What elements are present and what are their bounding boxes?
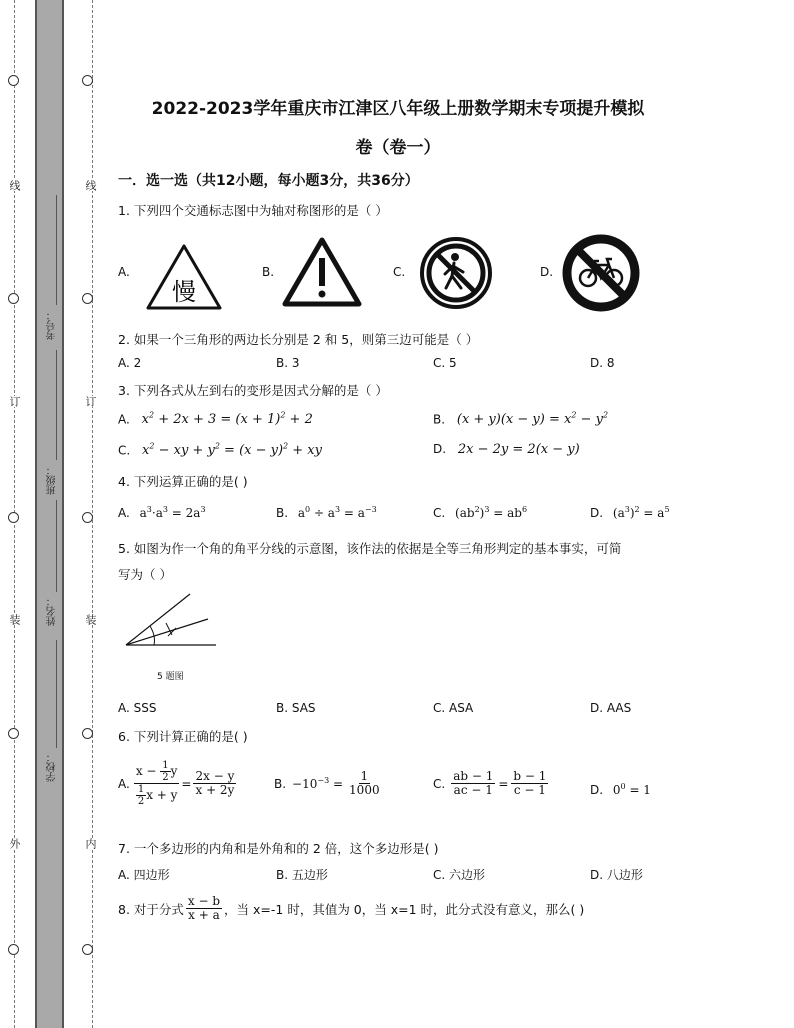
q4-formula-a: $a^3\cdot a^3 = 2a^3$ — [139, 505, 206, 520]
q6-option-b[interactable]: B. $-10^{-3}$ = $\frac{1}{1000}$ — [274, 769, 380, 798]
question-5-stem-line1: 5. 如图为作一个角的角平分线的示意图，该作法的依据是全等三角形判定的基本事实，可简 — [118, 541, 622, 556]
field-school-line[interactable] — [56, 640, 57, 748]
q7-option-d[interactable]: D. 八边形 — [590, 868, 643, 882]
q8-stem-post: ，当 x=-1 时，其值为 0，当 x=1 时，此分式没有意义，那么( ) — [224, 901, 585, 917]
q6-option-d[interactable] — [590, 782, 651, 797]
q3-formula-c: $x^2$ − xy + $y^2 = (x - y)^2$ + xy — [142, 442, 322, 459]
question-5-stem-line2: 写为（ ） — [118, 567, 172, 582]
q3-label-a: A. — [118, 412, 130, 427]
q4-option-b[interactable] — [276, 505, 377, 520]
margin-char: 线 — [84, 180, 97, 191]
q6-label-d: D. — [590, 783, 604, 797]
margin-char: 订 — [8, 396, 21, 407]
question-2-stem: 2. 如果一个三角形的两边长分别是 2 和 5，则第三边可能是（ ） — [118, 332, 479, 347]
margin-char: 外 — [8, 838, 21, 849]
question-3-stem: 3. 下列各式从左到右的变形是因式分解的是（ ） — [118, 383, 388, 398]
q6-label-a: A. — [118, 776, 130, 791]
q1-label-a: A. — [118, 265, 130, 279]
no-pedestrian-sign-icon — [419, 236, 493, 310]
q5-option-b[interactable]: B. SAS — [276, 701, 316, 715]
q4-label-c: C. — [433, 506, 446, 520]
slow-sign-icon — [144, 242, 224, 312]
q5-option-c[interactable]: C. ASA — [433, 701, 474, 715]
no-bicycle-sign-icon — [561, 233, 641, 313]
exam-title-line2: 卷（卷一） — [355, 138, 441, 158]
field-name-label: 姓名： — [47, 596, 58, 626]
section-heading: 一．选一选（共12小题，每小题3分，共36分） — [118, 173, 419, 189]
q6-formula-c-lhs: $\frac{ab - 1}{ac - 1}$ — [453, 769, 494, 798]
q4-label-b: B. — [276, 506, 289, 520]
q4-option-c[interactable] — [433, 505, 527, 520]
q5-option-d[interactable]: D. AAS — [590, 701, 632, 715]
q7-option-a[interactable]: A. 四边形 — [118, 868, 170, 882]
binding-strip — [35, 0, 63, 1028]
field-name-line[interactable] — [56, 500, 57, 592]
field-class-line[interactable] — [56, 350, 57, 460]
binding-hole — [82, 293, 93, 304]
binding-hole — [8, 944, 19, 955]
q3-label-d: D. — [433, 442, 447, 456]
q1-label-b: B. — [262, 265, 275, 279]
q1-label-c: C. — [393, 265, 406, 279]
question-1-stem: 1. 下列四个交通标志图中为轴对称图形的是（ ） — [118, 203, 388, 218]
q7-option-c[interactable]: C. 六边形 — [433, 868, 486, 882]
field-exam-number-label: 考号： — [47, 310, 58, 340]
q4-label-a: A. — [118, 506, 130, 520]
margin-char: 装 — [84, 614, 97, 625]
question-7-stem: 7. 一个多边形的内角和是外角和的 2 倍，这个多边形是( ) — [118, 841, 439, 856]
binding-hole — [82, 75, 93, 86]
q6-formula-d: $0^0 = 1$ — [612, 782, 651, 797]
question-6-stem: 6. 下列计算正确的是( ) — [118, 729, 248, 744]
q6-formula-a-rhs: $\frac{2x - y}{x + 2y}$ — [195, 768, 235, 797]
q6-formula-b: $-10^{-3}$ = — [292, 776, 344, 792]
q3-label-b: B. — [433, 412, 446, 427]
field-school-label: 学校： — [47, 752, 58, 782]
q4-formula-c: $(ab^2)^3 = ab^6$ — [455, 505, 528, 520]
angle-bisector-figure — [122, 590, 222, 655]
q6-label-b: B. — [274, 776, 287, 791]
q3-option-d[interactable] — [433, 442, 580, 457]
q2-option-c[interactable]: C. 5 — [433, 356, 457, 370]
margin-char: 装 — [8, 614, 21, 625]
q8-stem-pre: 8. 对于分式 — [118, 901, 184, 917]
binding-hole — [8, 293, 19, 304]
binding-hole — [8, 512, 19, 523]
field-class-label: 班级： — [47, 465, 58, 495]
exam-title-line1: 2022-2023学年重庆市江津区八年级上册数学期末专项提升模拟 — [151, 99, 645, 119]
q5-option-a[interactable]: A. SSS — [118, 701, 157, 715]
figure-caption: 5 题图 — [157, 672, 184, 682]
question-8-stem — [118, 895, 584, 922]
q4-formula-b: $a^0 \div a^3 = a^{-3}$ — [297, 505, 377, 520]
q3-option-a[interactable] — [118, 411, 313, 427]
binding-hole — [8, 728, 19, 739]
q1-label-d: D. — [540, 265, 554, 279]
q2-option-b[interactable]: B. 3 — [276, 356, 300, 370]
q2-option-d[interactable]: D. 8 — [590, 356, 615, 370]
q6-option-c[interactable]: C. $\frac{ab - 1}{ac - 1}$ = $\frac{b - 1}{c - 1}$ — [433, 769, 547, 798]
q4-formula-d: $(a^3)^2 = a^5$ — [612, 505, 670, 520]
margin-char: 线 — [8, 180, 21, 191]
binding-hole — [82, 512, 93, 523]
binding-hole — [82, 728, 93, 739]
question-4-stem: 4. 下列运算正确的是( ) — [118, 474, 248, 489]
slow-sign-text: 慢 — [172, 278, 196, 306]
margin-char: 内 — [84, 838, 97, 849]
q8-fraction: $\frac{x - b}{x + a}$ — [187, 894, 221, 923]
q6-option-a[interactable]: A. x − $\frac{1}{2}$ y $\frac{1}{2}$ x + y = $\frac{2x - y}{x + 2y}$ — [118, 760, 235, 807]
q2-option-a[interactable]: A. 2 — [118, 356, 142, 370]
binding-hole — [82, 944, 93, 955]
q6-formula-a-lhs: x − $\frac{1}{2}$ y $\frac{1}{2}$ x + y — [135, 760, 178, 807]
q4-option-d[interactable] — [590, 505, 670, 520]
q3-formula-b: $(x + y)(x - y) = x^2 - y^2$ — [456, 411, 609, 428]
q3-option-c[interactable] — [118, 442, 322, 458]
q6-formula-c-rhs: $\frac{b - 1}{c - 1}$ — [513, 769, 547, 798]
q4-label-d: D. — [590, 506, 604, 520]
q6-label-c: C. — [433, 776, 446, 791]
field-exam-number-line[interactable] — [56, 195, 57, 305]
margin-char: 订 — [84, 396, 97, 407]
q3-formula-a: $x^2 + 2x + 3 = (x + 1)^2 + 2$ — [141, 411, 313, 428]
q4-option-a[interactable] — [118, 505, 206, 520]
q7-option-b[interactable]: B. 五边形 — [276, 868, 328, 882]
q3-label-c: C. — [118, 443, 131, 458]
q3-formula-d: 2x − 2y = 2(x − y) — [457, 442, 580, 457]
binding-hole — [8, 75, 19, 86]
warning-sign-icon — [281, 236, 363, 308]
q3-option-b[interactable] — [433, 411, 608, 427]
